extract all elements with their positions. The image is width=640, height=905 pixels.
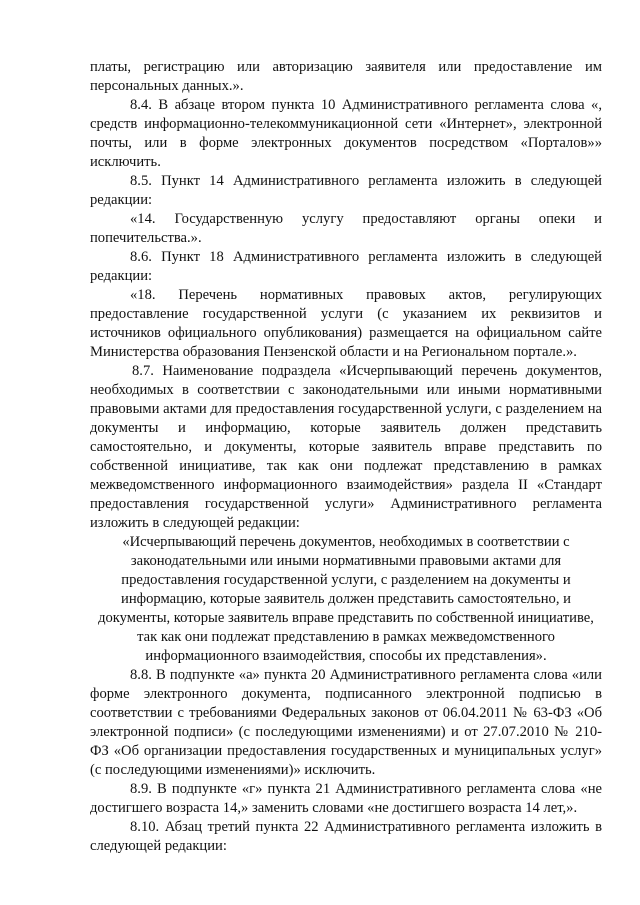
paragraph-8-7: 8.7. Наименование подраздела «Исчерпывающий перечень документов, необходимых в соответствии с законодательными или иными нормативными правовыми актами для предоставления государственной услуги, с разделением на документы и информацию, которые заявитель должен представить самостоятельно, и документы, которые заявитель вправе представить по собственной инициативе, так как они подлежат представлению в рамках межведомственного информационного взаимодействия» раздела II «Стандарт предоставления государственной услуги» Административного регламента изложить в следующей редакции: (90, 363, 602, 531)
paragraph-8-9: 8.9. В подпункте «г» пункта 21 Административного регламента слова «не достигшего возраста 14,» заменить словами «не достигшего возраста 14 лет,». (90, 781, 602, 816)
paragraph-14-quote: «14. Государственную услугу предоставляют органы опеки и попечительства.». (90, 211, 602, 246)
paragraph-8-6: 8.6. Пункт 18 Административного регламента изложить в следующей редакции: (90, 249, 602, 284)
paragraph-8-10: 8.10. Абзац третий пункта 22 Административного регламента изложить в следующей редакции: (90, 819, 602, 854)
paragraph-continuation: платы, регистрацию или авторизацию заявителя или предоставление им персональных данных.». (90, 59, 602, 94)
subsection-title-quote: «Исчерпывающий перечень документов, необходимых в соответствии с законодательными или иными нормативными правовыми актами для предоставления государственной услуги, с разделением на документы и информацию, которые заявитель должен представить самостоятельно, и документы, которые заявитель вправе представить по собственной инициативе, так как они подлежат представлению в рамках межведомственного информационного взаимодействия, способы их представления». (98, 534, 594, 664)
paragraph-18-quote: «18. Перечень нормативных правовых актов, регулирующих предоставление государственной услуги (с указанием их реквизитов и источников официального опубликования) размещается на официальном сайте Министерства образования Пензенской области и на Региональном портале.». (90, 287, 602, 360)
document-body (90, 58, 602, 856)
paragraph-8-4: 8.4. В абзаце втором пункта 10 Административного регламента слова «, средств информационно-телекоммуникационной сети «Интернет», электронной почты, или в форме электронных документов посредством «Порталов»» исключить. (90, 97, 602, 170)
paragraph-8-5: 8.5. Пункт 14 Административного регламента изложить в следующей редакции: (90, 173, 602, 208)
paragraph-8-8: 8.8. В подпункте «а» пункта 20 Административного регламента слова «или форме электронного документа, подписанного электронной подписью в соответствии с требованиями Федеральных законов от 06.04.2011 № 63-ФЗ «Об электронной подписи» (с последующими изменениями) и от 27.07.2010 № 210-ФЗ «Об организации предоставления государственных и муниципальных услуг» (с последующими изменениями)» исключить. (90, 667, 602, 778)
